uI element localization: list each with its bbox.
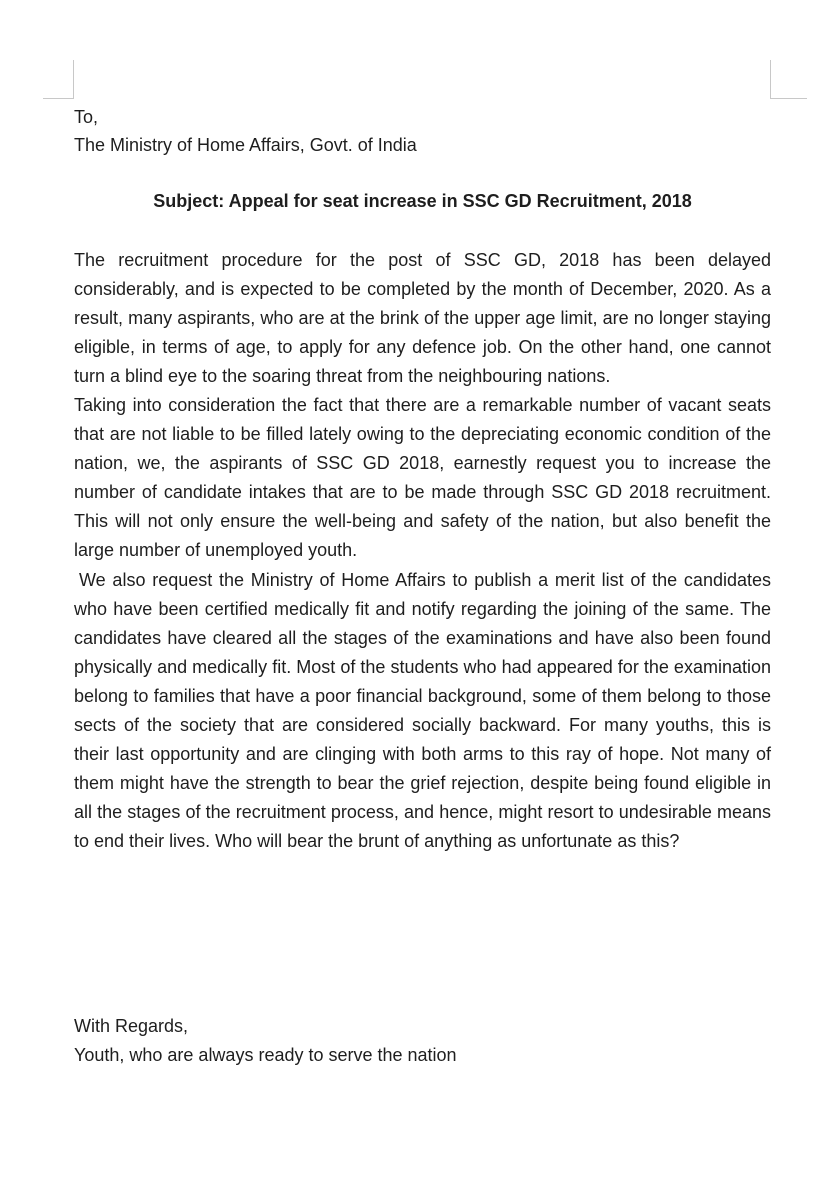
salutation: To, [74,107,99,127]
closing-block [74,1012,764,1070]
margin-guide-top-right [770,60,807,99]
paragraph-2: Taking into consideration the fact that there are a remarkable number of vacant seats that are not liable to be filled lately owing to the depreciating economic condition of the nation, we, the aspirants of SSC GD 2018, earnestly request you to increase the number of candidate intakes that are to be made through SSC GD 2018 recruitment. This will not only ensure the well-being and safety of the nation, but also benefit the large number of unemployed youth. [74,395,771,561]
subject-line: Subject: Appeal for seat increase in SSC GD Recruitment, 2018 [153,191,692,211]
signature: Youth, who are always ready to serve the nation [74,1045,457,1065]
closing-phrase: With Regards, [74,1016,189,1036]
paragraph-3: We also request the Ministry of Home Affairs to publish a merit list of the candidates who have been certified medically fit and notify regarding the joining of the same. The candidates have cleared all the stages of the examinations and have also been found physically and medically fit. Most of the students who had appeared for the examination belong to families that have a poor financial background, some of them belong to those sects of the society that are considered socially backward. For many youths, this is their last opportunity and are clinging with both arms to this ray of hope. Not many of them might have the strength to bear the grief rejection, despite being found eligible in all the stages of the recruitment process, and hence, might resort to undesirable means to end their lives. Who will bear the brunt of anything as unfortunate as this? [74,569,771,851]
paragraph-1: The recruitment procedure for the post of SSC GD, 2018 has been delayed considerably, and is expected to be completed by the month of December, 2020. As a result, many aspirants, who are at the brink of the upper age limit, are no longer staying eligible, in terms of age, to apply for any defence job. On the other hand, one cannot turn a blind eye to the soaring threat from the neighbouring nations. [74,250,771,387]
margin-guide-top-left [43,60,74,99]
recipient: The Ministry of Home Affairs, Govt. of India [74,135,417,155]
letter-body [74,246,771,856]
address-block [74,103,764,159]
